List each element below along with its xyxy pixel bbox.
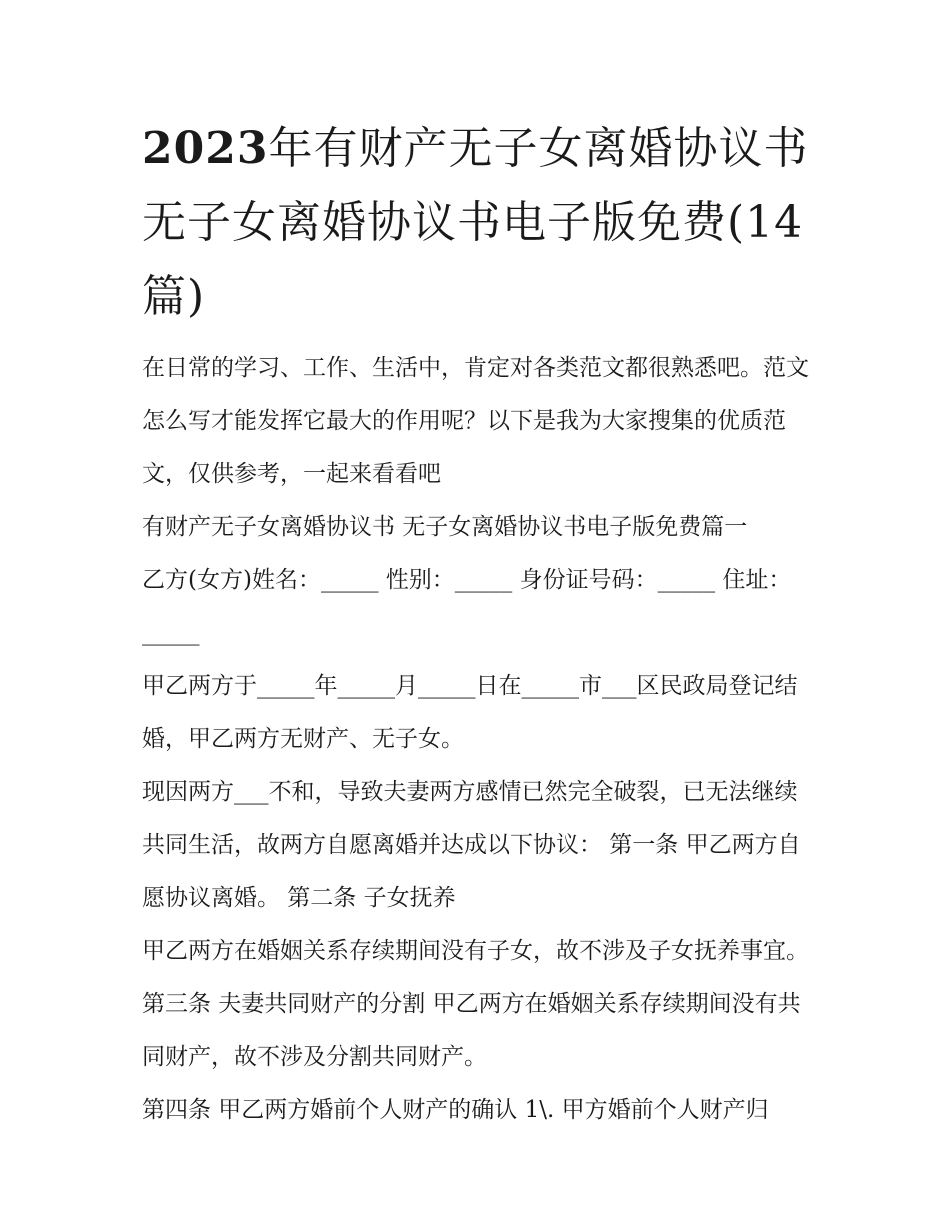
document-page <box>142 112 814 1137</box>
title-text: 年有财产无子女离婚协议书 无子女离婚协议书电子版免费(14 篇) <box>142 123 809 322</box>
children-property-paragraph: 甲乙两方在婚姻关系存续期间没有子女，故不涉及子女抚养事宜。 第三条 夫妻共同财产的分割 甲乙两方在婚姻关系存续期间没有共同财产，故不涉及分割共同财产。 <box>142 938 809 1070</box>
intro-paragraph: 在日常的学习、工作、生活中，肯定对各类范文都很熟悉吧。范文怎么写才能发挥它最大的作用呢？以下是我为大家搜集的优质范文，仅供参考，一起来看看吧 <box>142 355 809 487</box>
document-title <box>142 112 814 334</box>
section-heading: 有财产无子女离婚协议书 无子女离婚协议书电子版免费篇一 <box>142 514 748 540</box>
marriage-info-paragraph: 甲乙两方于_____年_____月_____日在_____市___区民政局登记结婚，甲乙两方无财产、无子女。 <box>142 673 798 752</box>
premarital-property-paragraph: 第四条 甲乙两方婚前个人财产的确认 1\. 甲方婚前个人财产归 <box>142 1097 769 1123</box>
title-year: 2023 <box>142 123 269 174</box>
party-info-paragraph: 乙方(女方)姓名：_____ 性别：_____ 身份证号码：_____ 住址：_____ <box>142 567 792 646</box>
agreement-paragraph: 现因两方___不和，导致夫妻两方感情已然完全破裂，已无法继续共同生活，故两方自愿离婚并达成以下协议： 第一条 甲乙两方自愿协议离婚。 第二条 子女抚养 <box>142 779 801 911</box>
